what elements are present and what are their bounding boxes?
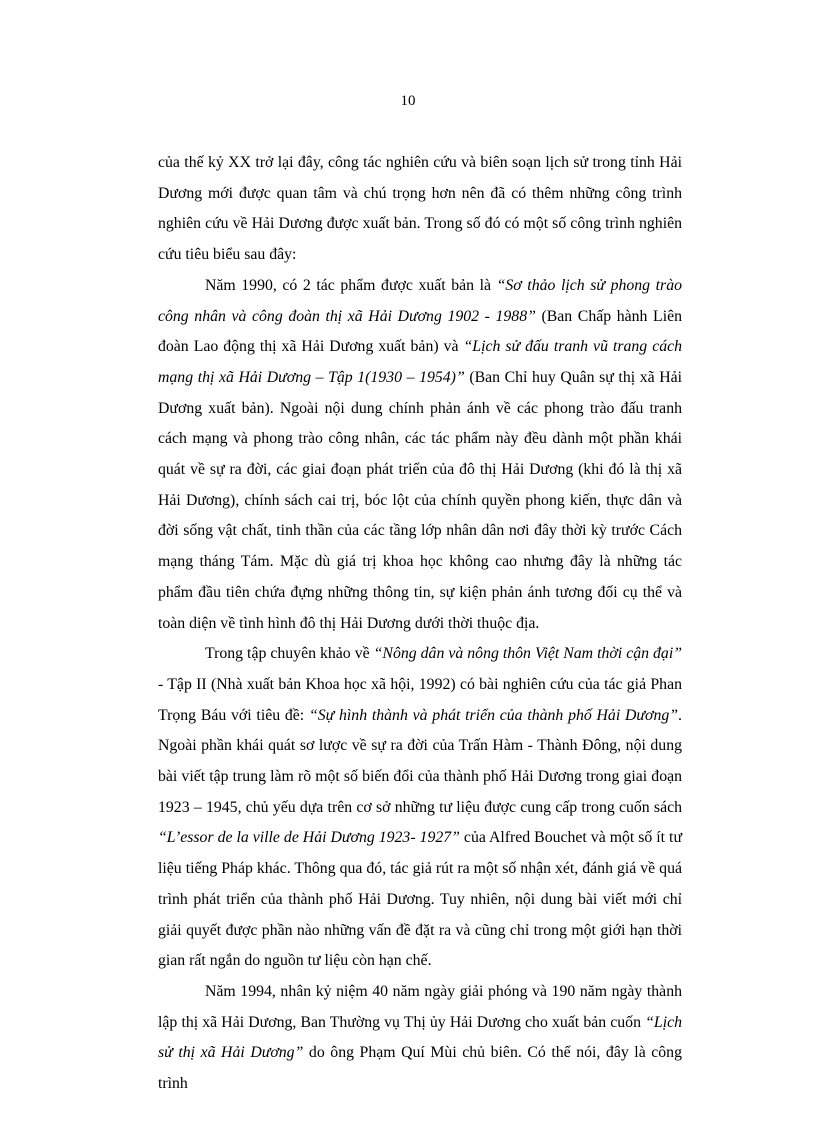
- paragraph: [158, 271, 682, 639]
- italic-title-run: “L’essor de la ville de Hải Dương 1923- 1927”: [158, 829, 460, 847]
- text-run: Năm 1994, nhân kỷ niệm 40 năm ngày giải phóng và 190 năm ngày thành lập thị xã Hải Dương, Ban Thường vụ Thị ủy Hải Dương cho xuất bản cuốn: [158, 982, 682, 1031]
- page-number: 10: [400, 93, 416, 109]
- text-run: Trong tập chuyên khảo về: [205, 645, 374, 663]
- text-run: . Ngoài phần khái quát sơ lược về sự ra đời của Trấn Hàm - Thành Đông, nội dung bài viết tập trung làm rõ một số biến đổi của thành phố Hải Dương trong giai đoạn 1923 – 1945, chủ yếu dựa trên cơ sở những tư liệu được cung cấp trong cuốn sách: [158, 706, 682, 816]
- paragraph: [158, 148, 682, 271]
- text-run: (Ban Chấp hành Liên đoàn Lao động thị xã Hải Dương xuất bản) và: [158, 307, 682, 356]
- italic-title-run: “Sơ thảo lịch sử phong trào công nhân và công đoàn thị xã Hải Dương 1902 - 1988”: [158, 276, 682, 325]
- italic-title-run: “Sự hình thành và phát triển của thành phố Hải Dương”: [308, 706, 679, 724]
- italic-title-run: “Nông dân và nông thôn Việt Nam thời cận đại”: [373, 645, 682, 663]
- text-run: của thế kỷ XX trở lại đây, công tác nghiên cứu và biên soạn lịch sử trong tỉnh Hải Dương mới được quan tâm và chú trọng hơn nên đã có thêm những công trình nghiên cứu về Hải Dương được xuất bản. Trong số đó có một số công trình nghiên cứu tiêu biểu sau đây:: [158, 154, 682, 264]
- paragraph: [158, 639, 682, 977]
- paragraph: [158, 977, 682, 1100]
- italic-title-run: “Lịch sử đấu tranh vũ trang cách mạng thị xã Hải Dương – Tập 1(1930 – 1954)”: [158, 338, 683, 386]
- text-run: của Alfred Bouchet và một số ít tư liệu tiếng Pháp khác. Thông qua đó, tác giả rút ra một số nhận xét, đánh giá về quá trình phát triển của thành phố Hải Dương. Tuy nhiên, nội dung bài viết mới chỉ giải quyết được phần nào những vấn đề đặt ra và cũng chỉ trong một giới hạn thời gian rất ngắn do nguồn tư liệu còn hạn chế.: [158, 829, 682, 970]
- text-run: - Tập II (Nhà xuất bản Khoa học xã hội, 1992) có bài nghiên cứu của tác giả Phan Trọng Báu với tiêu đề:: [158, 675, 682, 724]
- italic-title-run: “Lịch sử thị xã Hải Dương”: [158, 1013, 682, 1062]
- text-run: do ông Phạm Quí Mùi chủ biên. Có thể nói, đây là công trình: [158, 1044, 682, 1093]
- body-text: [158, 148, 682, 1100]
- text-run: (Ban Chỉ huy Quân sự thị xã Hải Dương xuất bản). Ngoài nội dung chính phản ánh về các phong trào đấu tranh cách mạng và phong trào công nhân, các tác phẩm này đều dành một phần khái quát về sự ra đời, các giai đoạn phát triển của đô thị Hải Dương (khi đó là thị xã Hải Dương), chính sách cai trị, bóc lột của chính quyền phong kiến, thực dân và đời sống vật chất, tinh thần của các tầng lớp nhân dân nơi đây thời kỳ trước Cách mạng tháng Tám. Mặc dù giá trị khoa học không cao nhưng đây là những tác phẩm đầu tiên chứa đựng những thông tin, sự kiện phản ánh tương đối cụ thể và toàn diện về tình hình đô thị Hải Dương dưới thời thuộc địa.: [158, 368, 683, 632]
- text-run: Năm 1990, có 2 tác phẩm được xuất bản là: [205, 276, 497, 294]
